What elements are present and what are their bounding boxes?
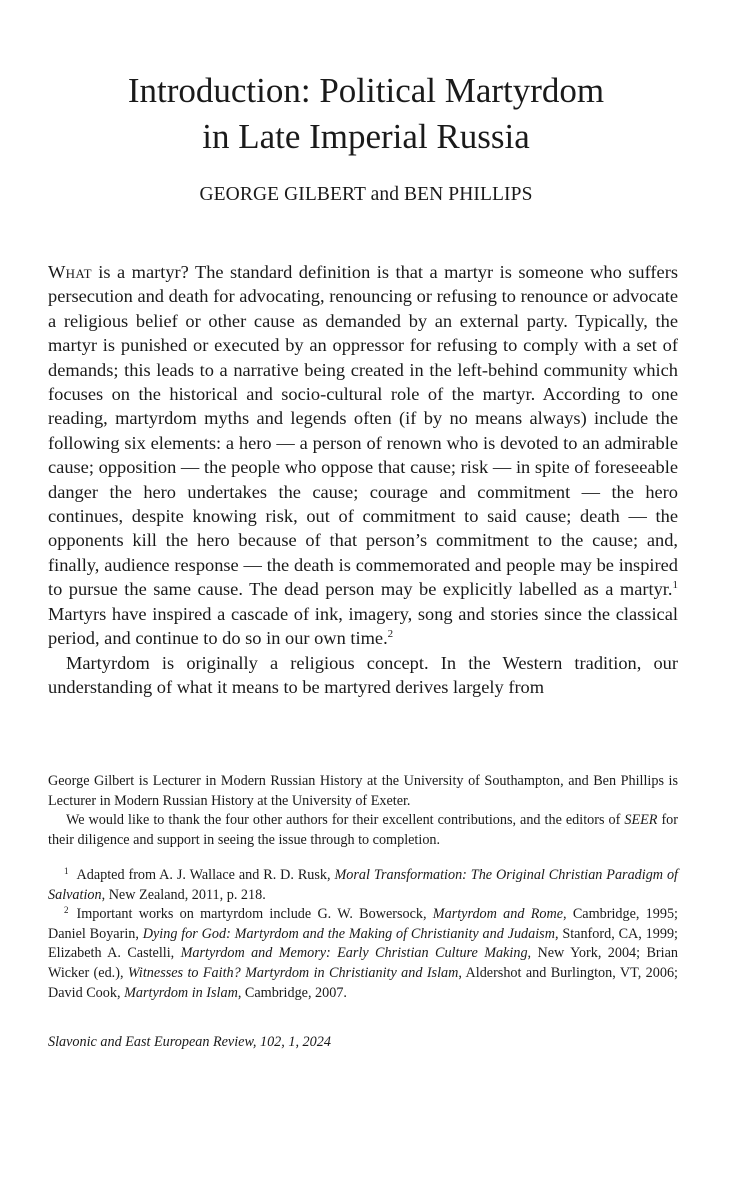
footnote-1-mark: 1 [64,866,69,876]
acknowledgements-text [48,811,678,850]
footnote-2-text-d: , New York, 2004; Brian Wicker (ed.), [48,945,678,981]
footnote-1-title: Moral Transformation: The Original Christian Paradigm of Salvation [48,867,678,903]
footnote-2-mark: 2 [64,905,69,916]
footnote-2-title-3: Martyrdom and Memory: Early Christian Culture Making [180,945,528,962]
journal-citation: Slavonic and East European Review, 102, 1, 2024 [48,1034,331,1050]
body-paragraph-2: Martyrdom is originally a religious concept. In the Western tradition, our understanding of what it means to be martyred derives largely from [48,652,678,697]
body-paragraph-1-text-a: is a martyr? The standard definition is that a martyr is someone who suffers persecution and death for advocating, renouncing or refusing to renounce or advocate a religious belief or other cause as demanded by an external party. Typically, the martyr is punished or executed by an oppressor for refusing to comply with a set of demands; this leads to a narrative being created in the left-behind community which focuses on the historical and socio-cultural role of the martyr. According to one reading, martyrdom myths and legends often (if by no means always) include the following six elements: a hero — a person of renown who is devoted to an admirable cause; opposition — the people who oppose that cause; risk — in spite of foreseeable danger the hero undertakes the cause; courage and commitment — the hero continues, despite knowing risk, out of commitment to said cause; death — the opponents kill the hero because of that person’s commitment to the cause; and, finally, audience response — the death is commemorated and people may be inspired to pursue the same cause. The dead person may be explicitly labelled as a martyr. [48,262,678,600]
footnote-1 [48,866,678,905]
footnote-2-text-a: Important works on martyrdom include G. W. Bowersock, [76,906,433,923]
footnotes [48,866,678,1003]
title-line-2: in Late Imperial Russia [202,117,530,156]
footnote-ref-1[interactable]: 1 [672,579,678,592]
author-affiliation-note [48,772,678,850]
footnote-2 [48,905,678,1003]
article-body [48,260,678,699]
journal-abbrev: SEER [624,812,658,829]
body-paragraph-1-text-b: Martyrs have inspired a cascade of ink, imagery, song and stories since the classical period, and continue to do so in our own time. [48,603,678,649]
acknowledgements-text-a: We would like to thank the four other authors for their excellent contributions, and the editors of [66,812,625,829]
footnote-1-text-a: Adapted from A. J. Wallace and R. D. Rusk, [76,867,335,883]
footnote-2-text-c: , Stanford, CA, 1999; Elizabeth A. Castelli, [48,925,678,962]
lead-word: What [48,262,92,282]
body-paragraph-1 [48,260,678,651]
article-title [0,68,732,160]
footnote-1-text-b: , New Zealand, 2011, p. 218. [101,886,266,903]
footnote-ref-2[interactable]: 2 [387,628,394,641]
footnote-2-title-1: Martyrdom and Rome [432,906,564,923]
footnote-2-title-4: Witnesses to Faith? Martyrdom in Christianity and Islam [127,964,459,981]
article-authors: GEORGE GILBERT and BEN PHILLIPS [199,184,533,205]
footnote-2-title-2: Dying for God: Martyrdom and the Making of Christianity and Judaism [142,925,555,942]
title-line-1: Introduction: Political Martyrdom [127,71,605,110]
affiliation-text: George Gilbert is Lecturer in Modern Russian History at the University of Southampton, and Ben Phillips is Lecturer in Modern Russian History at the University of Exeter. [48,773,678,809]
footnote-2-title-5: Martyrdom in Islam [124,984,238,1001]
footnote-2-text-b: , Cambridge, 1995; Daniel Boyarin, [48,906,678,942]
footnote-2-text-e: , Aldershot and Burlington, VT, 2006; David Cook, [48,964,678,1001]
footnote-2-text-f: , Cambridge, 2007. [237,984,347,1001]
acknowledgements-text-b: for their diligence and support in seeing the issue through to completion. [48,812,678,848]
